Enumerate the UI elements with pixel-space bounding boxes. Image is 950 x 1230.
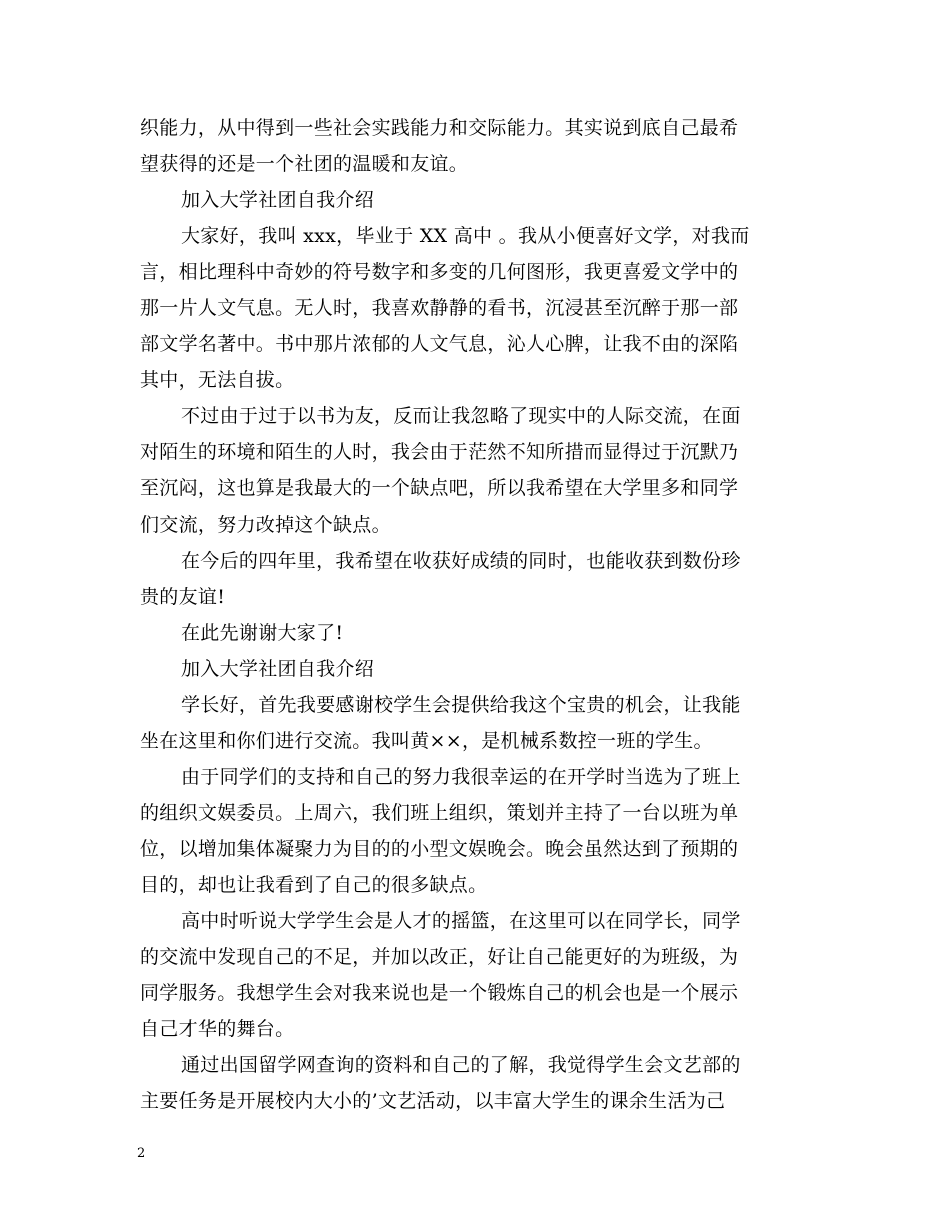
text-line: 那一片人文气息。无人时，我喜欢静静的看书，沉浸甚至沉醉于那一部 xyxy=(140,297,739,320)
text-line: 自己才华的舞台。 xyxy=(140,1018,295,1041)
text-line: 在今后的四年里，我希望在收获好成绩的同时，也能收获到数份珍 xyxy=(181,549,741,572)
text-line: 们交流，努力改掉这个缺点。 xyxy=(140,513,391,536)
text-line: 其中，无法自拔。 xyxy=(140,369,295,392)
text-line: 言，相比理科中奇妙的符号数字和多变的几何图形，我更喜爱文学中的 xyxy=(140,261,739,284)
text-line: 加入大学社团自我介绍 xyxy=(181,189,375,212)
text-line: 同学服务。我想学生会对我来说也是一个锻炼自己的机会也是一个展示 xyxy=(140,982,739,1005)
text-line: 的交流中发现自己的不足，并加以改正，好让自己能更好的为班级，为 xyxy=(140,946,739,969)
text-line: 主要任务是开展校内大小的’文艺活动，以丰富大学生的课余生活为己 xyxy=(140,1090,726,1113)
text-line: 通过出国留学网查询的资料和自己的了解，我觉得学生会文艺部的 xyxy=(181,1054,741,1077)
text-line: 部文学名著中。书中那片浓郁的人文气息，沁人心脾，让我不由的深陷 xyxy=(140,333,739,356)
text-line: 在此先谢谢大家了! xyxy=(181,621,344,644)
text-line: 对陌生的环境和陌生的人时，我会由于茫然不知所措而显得过于沉默乃 xyxy=(140,441,739,464)
text-line: 学长好，首先我要感谢校学生会提供给我这个宝贵的机会，让我能 xyxy=(181,693,741,716)
text-line: 不过由于过于以书为友，反而让我忽略了现实中的人际交流，在面 xyxy=(181,405,741,428)
page-number: 2 xyxy=(137,1146,146,1161)
text-line: 目的，却也让我看到了自己的很多缺点。 xyxy=(140,873,488,896)
text-line: 贵的友谊! xyxy=(140,585,226,608)
text-line: 望获得的还是一个社团的温暖和友谊。 xyxy=(140,153,469,176)
text-line: 坐在这里和你们进行交流。我叫黄××，是机械系数控一班的学生。 xyxy=(140,729,713,752)
text-line: 由于同学们的支持和自己的努力我很幸运的在开学时当选为了班上 xyxy=(181,765,741,788)
document-body xyxy=(140,110,820,1119)
text-line: 大家好，我叫 xxx，毕业于 XX 高中 。我从小便喜好文学，对我而 xyxy=(181,225,750,248)
text-line: 的组织文娱委员。上周六，我们班上组织，策划并主持了一台以班为单 xyxy=(140,801,739,824)
text-line: 位，以增加集体凝聚力为目的的小型文娱晚会。晚会虽然达到了预期的 xyxy=(140,837,739,860)
text-line: 加入大学社团自我介绍 xyxy=(181,657,375,680)
text-line: 织能力，从中得到一些社会实践能力和交际能力。其实说到底自己最希 xyxy=(140,117,739,139)
text-line: 高中时听说大学学生会是人才的摇篮，在这里可以在同学长，同学 xyxy=(181,910,741,933)
text-line: 至沉闷，这也算是我最大的一个缺点吧，所以我希望在大学里多和同学 xyxy=(140,477,739,500)
